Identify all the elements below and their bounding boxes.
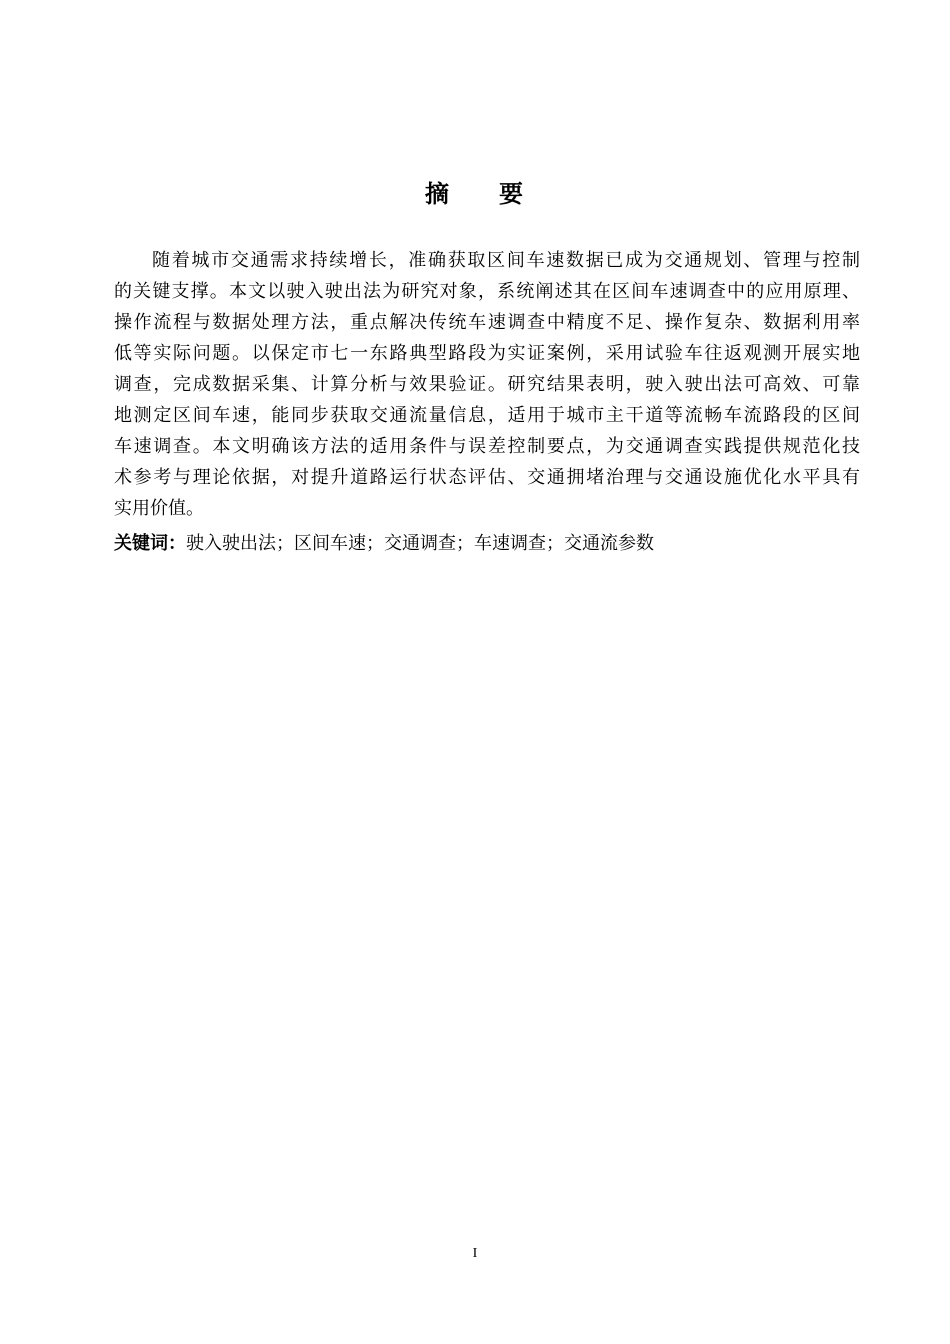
page-title-char-1: 摘	[425, 180, 451, 208]
abstract-line: 术参考与理论依据，对提升道路运行状态评估、交通拥堵治理与交通设施优化水平具有	[114, 467, 860, 488]
abstract-line: 低等实际问题。以保定市七一东路典型路段为实证案例，采用试验车往返观测开展实地	[114, 343, 860, 364]
abstract-line: 车速调查。本文明确该方法的适用条件与误差控制要点，为交通调查实践提供规范化技	[114, 436, 860, 457]
abstract-line: 调查，完成数据采集、计算分析与效果验证。研究结果表明，驶入驶出法可高效、可靠	[114, 374, 860, 395]
keywords	[114, 528, 860, 559]
abstract-line: 的关键支撑。本文以驶入驶出法为研究对象，系统阐述其在区间车速调查中的应用原理、	[114, 281, 860, 302]
abstract-line: 操作流程与数据处理方法，重点解决传统车速调查中精度不足、操作复杂、数据利用率	[114, 312, 860, 333]
keywords-text: 驶入驶出法；区间车速；交通调查；车速调查；交通流参数	[186, 533, 654, 554]
page-title-char-2: 要	[499, 180, 525, 208]
keywords-label: 关键词：	[114, 533, 186, 554]
abstract-line: 实用价值。	[114, 498, 204, 519]
page-number: I	[472, 1246, 478, 1261]
abstract-line: 随着城市交通需求持续增长，准确获取区间车速数据已成为交通规划、管理与控制	[152, 250, 860, 271]
abstract-body	[114, 245, 860, 559]
page-title	[0, 178, 950, 210]
abstract-line: 地测定区间车速，能同步获取交通流量信息，适用于城市主干道等流畅车流路段的区间	[114, 405, 860, 426]
